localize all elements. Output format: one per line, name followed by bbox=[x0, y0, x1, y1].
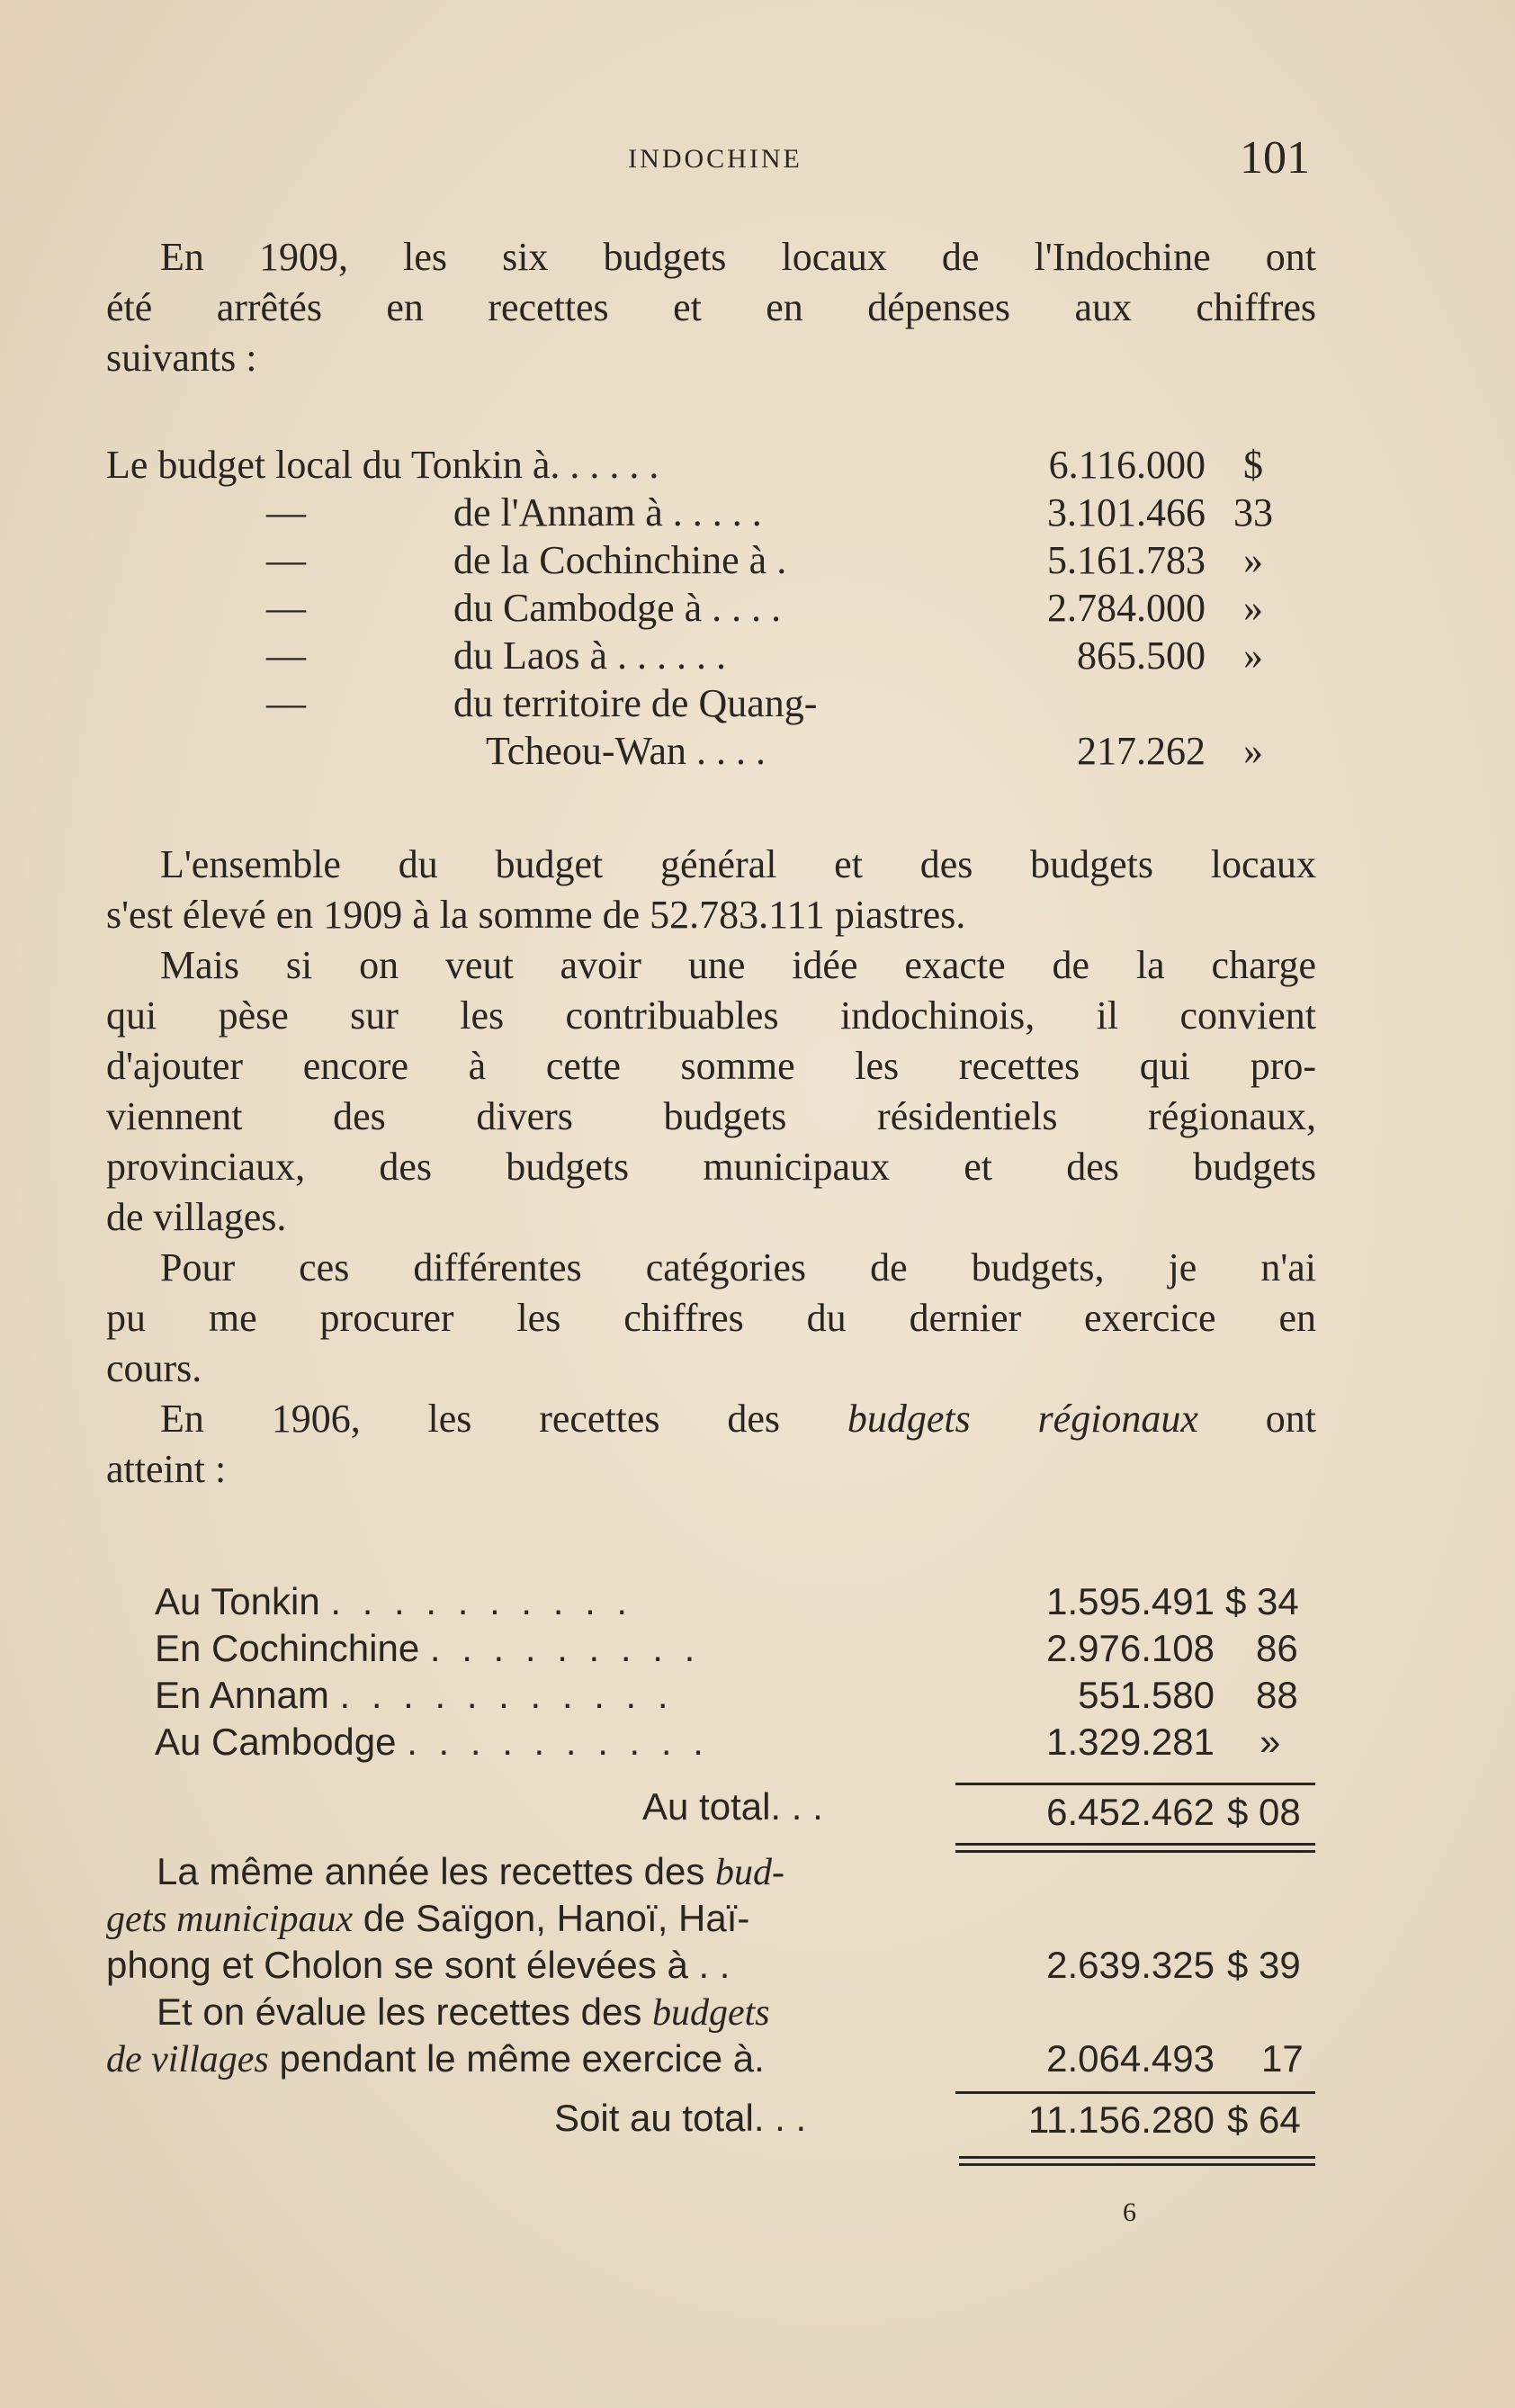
local-row-quangwan-label: du territoire de Quang- bbox=[453, 681, 818, 725]
running-header: INDOCHINE bbox=[628, 144, 802, 174]
regional-row-cochinchine-dots: . . . . . . . . . bbox=[429, 1627, 701, 1669]
regional-row-cochinchine-cents: 86 bbox=[1256, 1627, 1298, 1669]
regional-total-cents: $ 08 bbox=[1227, 1791, 1301, 1833]
local-row-laos-amount: 865.500 bbox=[1077, 633, 1206, 678]
local-row-tcheouwan-cents: » bbox=[1243, 729, 1263, 773]
local-row-laos-cents: » bbox=[1243, 633, 1263, 678]
intro-paragraph bbox=[106, 232, 1316, 383]
para3-line-3: cours. bbox=[106, 1346, 202, 1390]
regional-row-cochinchine-amount: 2.976.108 bbox=[1046, 1627, 1215, 1669]
municipal-cents: $ 39 bbox=[1227, 1944, 1301, 1986]
regional-row-cochinchine bbox=[155, 1625, 700, 1672]
para3-line-1: Pour ces différentes catégories de budgets, je n'ai bbox=[160, 1245, 1316, 1289]
municipal-start: La même année les recettes des bbox=[157, 1850, 716, 1892]
body-text bbox=[106, 840, 1316, 1495]
municipal-italic-1: bud- bbox=[715, 1852, 785, 1893]
regional-row-annam-amount: 551.580 bbox=[1078, 1674, 1215, 1716]
regional-row-cambodge-dots: . . . . . . . . . . bbox=[407, 1721, 709, 1763]
villages-italic-1: budgets bbox=[651, 1992, 770, 2034]
local-row-annam-cents: 33 bbox=[1233, 490, 1273, 535]
regional-row-annam bbox=[155, 1672, 674, 1719]
para2-line-4: viennent des divers budgets résidentiels régionaux, bbox=[106, 1094, 1316, 1138]
villages-start: Et on évalue les recettes des bbox=[157, 1990, 652, 2033]
page-number: 101 bbox=[1240, 132, 1310, 184]
para2-line-1: Mais si on veut avoir une idée exacte de la charge bbox=[160, 943, 1316, 987]
villages-line-2 bbox=[106, 2035, 765, 2083]
local-row-annam-dash: — bbox=[266, 490, 306, 535]
local-row-annam-label: de l'Annam à . . . . . bbox=[453, 490, 762, 535]
regional-row-cambodge-amount: 1.329.281 bbox=[1046, 1721, 1215, 1763]
subtotal-rule bbox=[955, 1783, 1315, 1785]
local-row-laos-dash: — bbox=[266, 633, 306, 678]
municipal-italic-2: gets municipaux bbox=[106, 1899, 354, 1940]
regional-row-annam-dots: . . . . . . . . . . . bbox=[339, 1674, 674, 1716]
para4-italic: budgets régionaux bbox=[847, 1397, 1198, 1441]
villages-amount: 2.064.493 bbox=[1046, 2037, 1215, 2080]
para4-line-2: atteint : bbox=[106, 1447, 227, 1491]
intro-line-2: été arrêtés en recettes et en dépenses aux chiffres bbox=[106, 285, 1316, 329]
local-row-annam-amount: 3.101.466 bbox=[1047, 490, 1206, 535]
villages-italic-2: de villages bbox=[106, 2039, 269, 2080]
municipal-line-3: phong et Cholon se sont élevées à . . bbox=[106, 1944, 731, 1986]
para2-line-5: provinciaux, des budgets municipaux et des budgets bbox=[106, 1145, 1316, 1189]
local-row-cochinchine-dash: — bbox=[266, 538, 306, 582]
municipal-amount: 2.639.325 bbox=[1046, 1944, 1215, 1986]
municipal-end: de Saïgon, Hanoï, Haï- bbox=[353, 1897, 750, 1939]
total-double-rule bbox=[955, 1843, 1315, 1853]
regional-row-cambodge bbox=[155, 1719, 709, 1766]
grand-total-amount: 11.156.280 bbox=[1027, 2098, 1215, 2141]
local-row-cochinchine-label: de la Cochinchine à . bbox=[453, 538, 787, 582]
para4-end: ont bbox=[1197, 1397, 1316, 1441]
regional-row-tonkin-label: Au Tonkin bbox=[155, 1580, 320, 1622]
villages-line-1 bbox=[157, 1989, 770, 2036]
regional-row-tonkin-amount: 1.595.491 bbox=[1046, 1580, 1215, 1622]
local-row-cambodge-amount: 2.784.000 bbox=[1047, 586, 1206, 630]
regional-row-cambodge-label: Au Cambodge bbox=[155, 1721, 397, 1763]
local-row-cochinchine-cents: » bbox=[1243, 538, 1263, 582]
grand-total-cents: $ 64 bbox=[1227, 2098, 1301, 2141]
local-row-tonkin-label: Le budget local du Tonkin à. . . . . . bbox=[106, 443, 659, 487]
intro-line-3: suivants : bbox=[106, 336, 257, 380]
regional-row-tonkin bbox=[155, 1578, 632, 1625]
municipal-line-2 bbox=[106, 1895, 749, 1943]
grand-total-label: Soit au total. . . bbox=[554, 2097, 807, 2139]
local-row-cambodge-cents: » bbox=[1243, 586, 1263, 630]
regional-row-annam-cents: 88 bbox=[1256, 1674, 1298, 1716]
regional-total-label: Au total. . . bbox=[642, 1785, 823, 1828]
local-row-cambodge-dash: — bbox=[266, 586, 306, 630]
para3-line-2: pu me procurer les chiffres du dernier exercice en bbox=[106, 1296, 1316, 1340]
para4-start: En 1906, les recettes des bbox=[160, 1397, 847, 1441]
local-row-tonkin-cents: $ bbox=[1243, 443, 1263, 487]
para2-line-3: d'ajouter encore à cette somme les recettes qui pro- bbox=[106, 1044, 1316, 1088]
para4-line-1 bbox=[106, 1394, 1316, 1444]
regional-row-cochinchine-label: En Cochinchine bbox=[155, 1627, 420, 1669]
grand-total-double-rule bbox=[959, 2156, 1315, 2166]
regional-row-annam-label: En Annam bbox=[155, 1674, 329, 1716]
para2-line-2: qui pèse sur les contribuables indochinois, il convient bbox=[106, 993, 1316, 1038]
para1-line-2: s'est élevé en 1909 à la somme de 52.783.111 piastres. bbox=[106, 893, 966, 937]
regional-row-cambodge-cents: » bbox=[1260, 1721, 1281, 1763]
local-row-cambodge-label: du Cambodge à . . . . bbox=[453, 586, 782, 630]
municipal-line-1 bbox=[157, 1848, 784, 1896]
villages-end: pendant le même exercice à. bbox=[268, 2037, 765, 2080]
local-row-laos-label: du Laos à . . . . . . bbox=[453, 633, 727, 678]
regional-total-amount: 6.452.462 bbox=[1046, 1791, 1215, 1833]
local-row-cochinchine-amount: 5.161.783 bbox=[1047, 538, 1206, 582]
printer-signature: 6 bbox=[1123, 2197, 1136, 2227]
grand-total-top-rule bbox=[955, 2091, 1315, 2094]
local-row-tcheouwan-amount: 217.262 bbox=[1077, 729, 1206, 773]
local-row-tcheouwan-label: Tcheou-Wan . . . . bbox=[486, 729, 766, 773]
local-row-quangwan-dash: — bbox=[266, 681, 306, 725]
para1-line-1: L'ensemble du budget général et des budgets locaux bbox=[160, 842, 1316, 886]
local-row-tonkin-amount: 6.116.000 bbox=[1048, 443, 1206, 487]
villages-cents: 17 bbox=[1261, 2037, 1304, 2080]
regional-row-tonkin-cents: $ 34 bbox=[1225, 1580, 1299, 1622]
intro-line-1: En 1909, les six budgets locaux de l'Indochine ont bbox=[160, 235, 1316, 279]
para2-line-6: de villages. bbox=[106, 1195, 287, 1239]
regional-row-tonkin-dots: . . . . . . . . . . bbox=[330, 1580, 633, 1622]
